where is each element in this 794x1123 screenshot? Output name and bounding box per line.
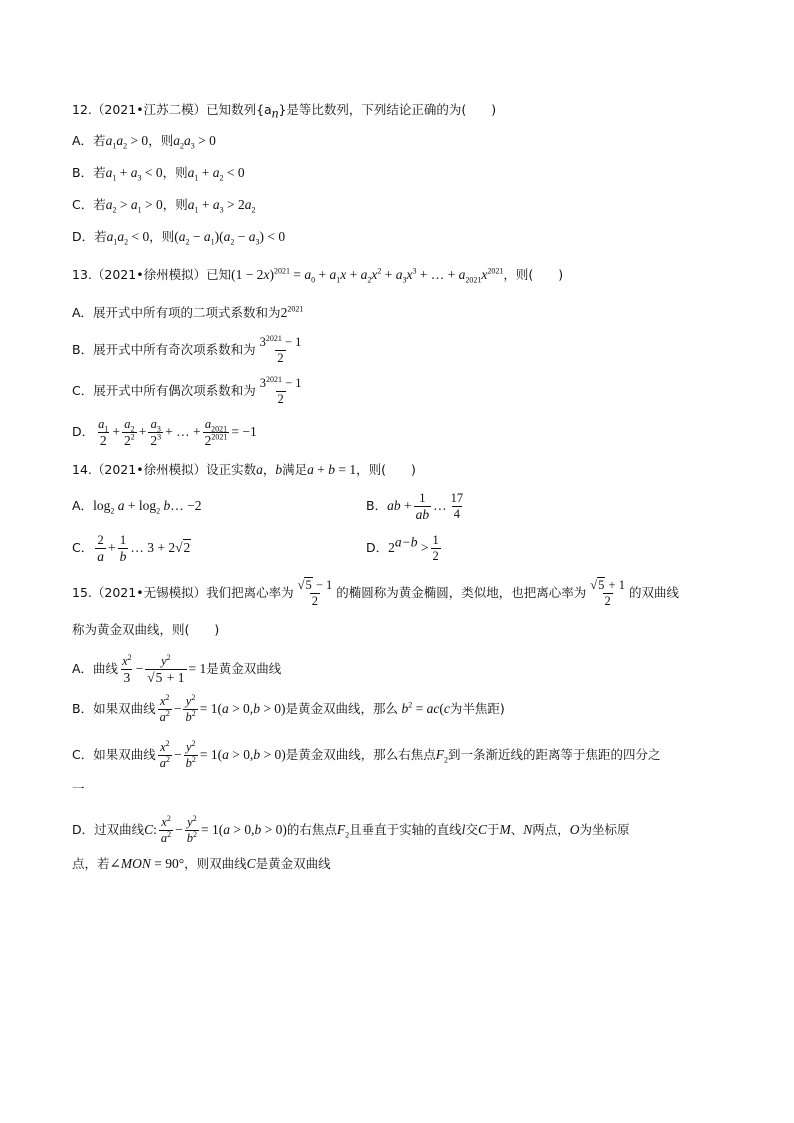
- q15-stem-line1: [72, 575, 679, 611]
- q12-option-b-mid: ，则: [162, 165, 188, 180]
- q15-a-frac1: $\frac{x^2}{3}$: [122, 652, 132, 685]
- q12-option-b[interactable]: [72, 164, 245, 183]
- q15-stem-1a: 15.（2021•无锡模拟）我们把离心率为: [72, 585, 294, 600]
- q15-option-d-mid6: 两点，: [532, 822, 570, 837]
- q13-option-c-text: C．展开式中所有偶次项系数和为: [72, 383, 256, 398]
- q15-stem-1b: 的椭圆称为黄金椭圆，类似地，也把离心率为: [336, 585, 587, 600]
- q15-b-frac2: $\frac{y^2}{b^2}$: [185, 692, 196, 724]
- q13-d-term-last: $\frac{a_{2021}}{2^{2021}}$: [204, 416, 228, 448]
- q15-option-b[interactable]: B．如果双曲线 $\frac{x^2}{a^2}$ − $\frac{y^2}{b^2}$ = 1(a > 0,b > 0) 是黄金双曲线，那么 $b^2 = ac(c$ 为半焦距): [72, 692, 505, 724]
- q12-option-d-result: $(a_2 - a_1)(a_2 - a_3) < 0$: [174, 229, 286, 247]
- q14-option-d-label: D．: [366, 540, 389, 555]
- q12-option-d[interactable]: [72, 228, 285, 247]
- q13-option-a-text: A．展开式中所有项的二项式系数和为: [72, 305, 281, 320]
- q13-option-a-value: $2^{2021}$: [280, 304, 304, 320]
- q14-stem-tail: ，则( ): [356, 462, 416, 477]
- q14-option-b-label: B．: [366, 498, 388, 513]
- q12-option-a[interactable]: [72, 132, 216, 151]
- q12-option-a-mid: ，则: [148, 133, 174, 148]
- q15-option-d-mid3: 交: [465, 822, 478, 837]
- q15-option-c-post2: 到一条渐近线的距离等于焦距的四分之: [447, 747, 661, 762]
- q15-b-frac1: $\frac{x^2}{a^2}$: [159, 692, 170, 724]
- q13-d-term1: $\frac{a_1}{2}$: [98, 416, 109, 448]
- q15-stem-2: 称为黄金双曲线，则( ): [72, 622, 220, 637]
- q14-option-c-label: C．: [72, 540, 94, 555]
- q15-option-d-line2a: 点，若: [72, 856, 110, 871]
- q15-option-d-line2c: 是黄金双曲线: [255, 856, 331, 871]
- q15-option-b-post: 是黄金双曲线，那么: [285, 701, 399, 716]
- q15-stem-1c: 的双曲线: [628, 585, 679, 600]
- q12-option-b-cond: $a_1 + a_3 < 0$: [105, 165, 163, 183]
- q15-stem-line2: [72, 621, 219, 640]
- q14-condition: a + b = 1: [307, 462, 357, 477]
- q13-option-b[interactable]: [72, 333, 305, 367]
- q13-option-b-fraction: $\frac{3^{2021} - 1}{2}$: [259, 333, 302, 365]
- q13-option-c-fraction: $\frac{3^{2021} - 1}{2}$: [259, 374, 302, 406]
- q12-stem: 12.（2021•江苏二模）已知数列$\{a_n\}$是等比数列，下列结论正确的为( ): [72, 102, 497, 121]
- q12-option-c[interactable]: [72, 196, 256, 215]
- q12-option-a-label: A．若: [72, 133, 106, 148]
- q12-stem-text: 12.（2021•江苏二模）已知数列{a: [72, 102, 272, 117]
- q15-option-d-line2: 点，若∠MON = 90°，则双曲线C是黄金双曲线: [72, 856, 331, 871]
- q15-option-a-pre: A．曲线: [72, 661, 119, 676]
- q14-stem-comma: ，: [262, 462, 276, 477]
- q15-option-d-mid4: 于: [486, 822, 500, 837]
- q15-option-d-line2b: ，则双曲线: [184, 856, 247, 871]
- q15-eccentricity-hyperbola: $\frac{√5 + 1}{2}$: [590, 577, 625, 608]
- q14-b-frac1: $\frac{1}{ab}$: [415, 490, 430, 522]
- q15-option-c-pre: C．如果双曲线: [72, 747, 156, 762]
- q15-option-c-line2-text: 一: [72, 781, 85, 796]
- q14-option-c[interactable]: C． $\frac{2}{a}$ + $\frac{1}{b}$ … 3 + 2√2: [72, 532, 191, 564]
- q15-c-frac1: $\frac{x^2}{a^2}$: [159, 738, 170, 770]
- q12-option-b-result: $a_1 + a_2 < 0$: [187, 165, 245, 183]
- q14-option-a-expr: $\log_2 a + \log_2$ b… −2: [93, 498, 202, 516]
- q15-option-a-post: 是黄金双曲线: [206, 661, 282, 676]
- q12-option-a-cond: $a_1a_2 > 0$: [105, 133, 149, 151]
- q15-option-c-post: 是黄金双曲线，那么右焦点: [285, 747, 436, 762]
- q13-stem: [72, 266, 563, 285]
- q12-stem-tail: }是等比数列，下列结论正确的为( ): [278, 102, 497, 117]
- q14-option-d[interactable]: D． $2^{a-b}$ > $\frac{1}{2}$: [366, 532, 439, 563]
- q12-option-c-mid: ，则: [162, 197, 188, 212]
- q15-option-a[interactable]: A．曲线 $\frac{x^2}{3}$ − $\frac{y^2}{√5 + 1}$ = 1 是黄金双曲线: [72, 652, 282, 685]
- q15-option-c[interactable]: C．如果双曲线 $\frac{x^2}{a^2}$ − $\frac{y^2}{b^2}$ = 1(a > 0,b > 0) 是黄金双曲线，那么右焦点 $F_2$ 到一条渐近线的距离等于焦距的四分之: [72, 738, 661, 770]
- q15-c-frac2: $\frac{y^2}{b^2}$: [185, 738, 196, 770]
- q12-option-c-result: $a_1 + a_3 > 2a_2$: [187, 197, 256, 215]
- q15-d-frac2: $\frac{y^2}{b^2}$: [186, 813, 198, 845]
- q14-option-a[interactable]: [72, 497, 201, 516]
- q13-d-term2: $\frac{a_2}{2^2}$: [124, 416, 135, 448]
- q12-option-c-label: C．若: [72, 197, 106, 212]
- q14-c-frac1: $\frac{2}{a}$: [97, 532, 104, 564]
- q14-b-frac2: $\frac{17}{4}$: [450, 490, 464, 521]
- q15-option-d-mid2: 且垂直于实轴的直线: [349, 822, 462, 837]
- q15-option-d-mid7: 为坐标原: [579, 822, 630, 837]
- q15-a-frac2: $\frac{y^2}{√5 + 1}$: [147, 652, 185, 685]
- q15-eccentricity-ellipse: $\frac{√5 - 1}{2}$: [297, 577, 333, 608]
- q14-stem: 14.（2021•徐州模拟）设正实数a，b满足a + b = 1，则( ): [72, 462, 416, 477]
- q12-option-c-cond: $a_2 > a_1 > 0$: [105, 197, 163, 215]
- q14-option-a-label: A．: [72, 498, 94, 513]
- q13-expansion-formula: $(1 - 2x)^{2021} = a_0 + a_1x + a_2x^2 + a_3x^3$ + … + $a_{2021}x^{2021}$: [231, 266, 504, 285]
- q13-stem-suffix: ，则( ): [503, 267, 564, 282]
- q13-option-d[interactable]: D． $\frac{a_1}{2}$ + $\frac{a_2}{2^2}$ + $\frac{a_3}{2^3}$ + … + $\frac{a_{2021}}{2^{2021}}$ = −1: [72, 416, 257, 448]
- q13-option-a[interactable]: [72, 304, 303, 323]
- q15-option-b-pre: B．如果双曲线: [72, 701, 156, 716]
- q12-option-d-label: D．若: [72, 229, 107, 244]
- q14-option-b[interactable]: B． ab + $\frac{1}{ab}$ … $\frac{17}{4}$: [366, 490, 464, 522]
- q15-option-d-pre: D．过双曲线: [72, 822, 145, 837]
- q12-option-d-mid: ，则: [149, 229, 175, 244]
- q13-option-b-text: B．展开式中所有奇次项系数和为: [72, 342, 256, 357]
- q15-option-c-line2: [72, 780, 85, 799]
- q15-option-d[interactable]: D．过双曲线 C: $\frac{x^2}{a^2}$ − $\frac{y^2}{b^2}$ = 1(a > 0,b > 0) 的右焦点 $F_2$ 且垂直于实轴的直线 l 交 C 于 M 、 N 两点， O 为坐标原: [72, 813, 630, 845]
- q15-option-d-mid: 的右焦点: [286, 822, 337, 837]
- q14-stem-text: 14.（2021•徐州模拟）设正实数: [72, 462, 257, 477]
- q14-d-frac: $\frac{1}{2}$: [432, 532, 439, 563]
- q12-option-d-cond: $a_1a_2 < 0$: [106, 229, 150, 247]
- q15-d-frac1: $\frac{x^2}{a^2}$: [160, 813, 172, 845]
- q12-option-a-result: $a_2a_3 > 0$: [173, 133, 216, 151]
- q15-option-b-tail: 为半焦距): [449, 701, 505, 716]
- q13-stem-prefix: 13.（2021•徐州模拟）已知: [72, 267, 232, 282]
- q13-option-c[interactable]: [72, 374, 306, 408]
- q15-option-d-mid5: 、: [510, 822, 524, 837]
- q14-stem-satisfies: 满足: [282, 462, 308, 477]
- q14-c-frac2: $\frac{1}{b}$: [119, 532, 127, 564]
- q13-d-term3: $\frac{a_3}{2^3}$: [150, 416, 162, 448]
- q13-option-d-label: D．: [72, 424, 95, 439]
- q12-option-b-label: B．若: [72, 165, 106, 180]
